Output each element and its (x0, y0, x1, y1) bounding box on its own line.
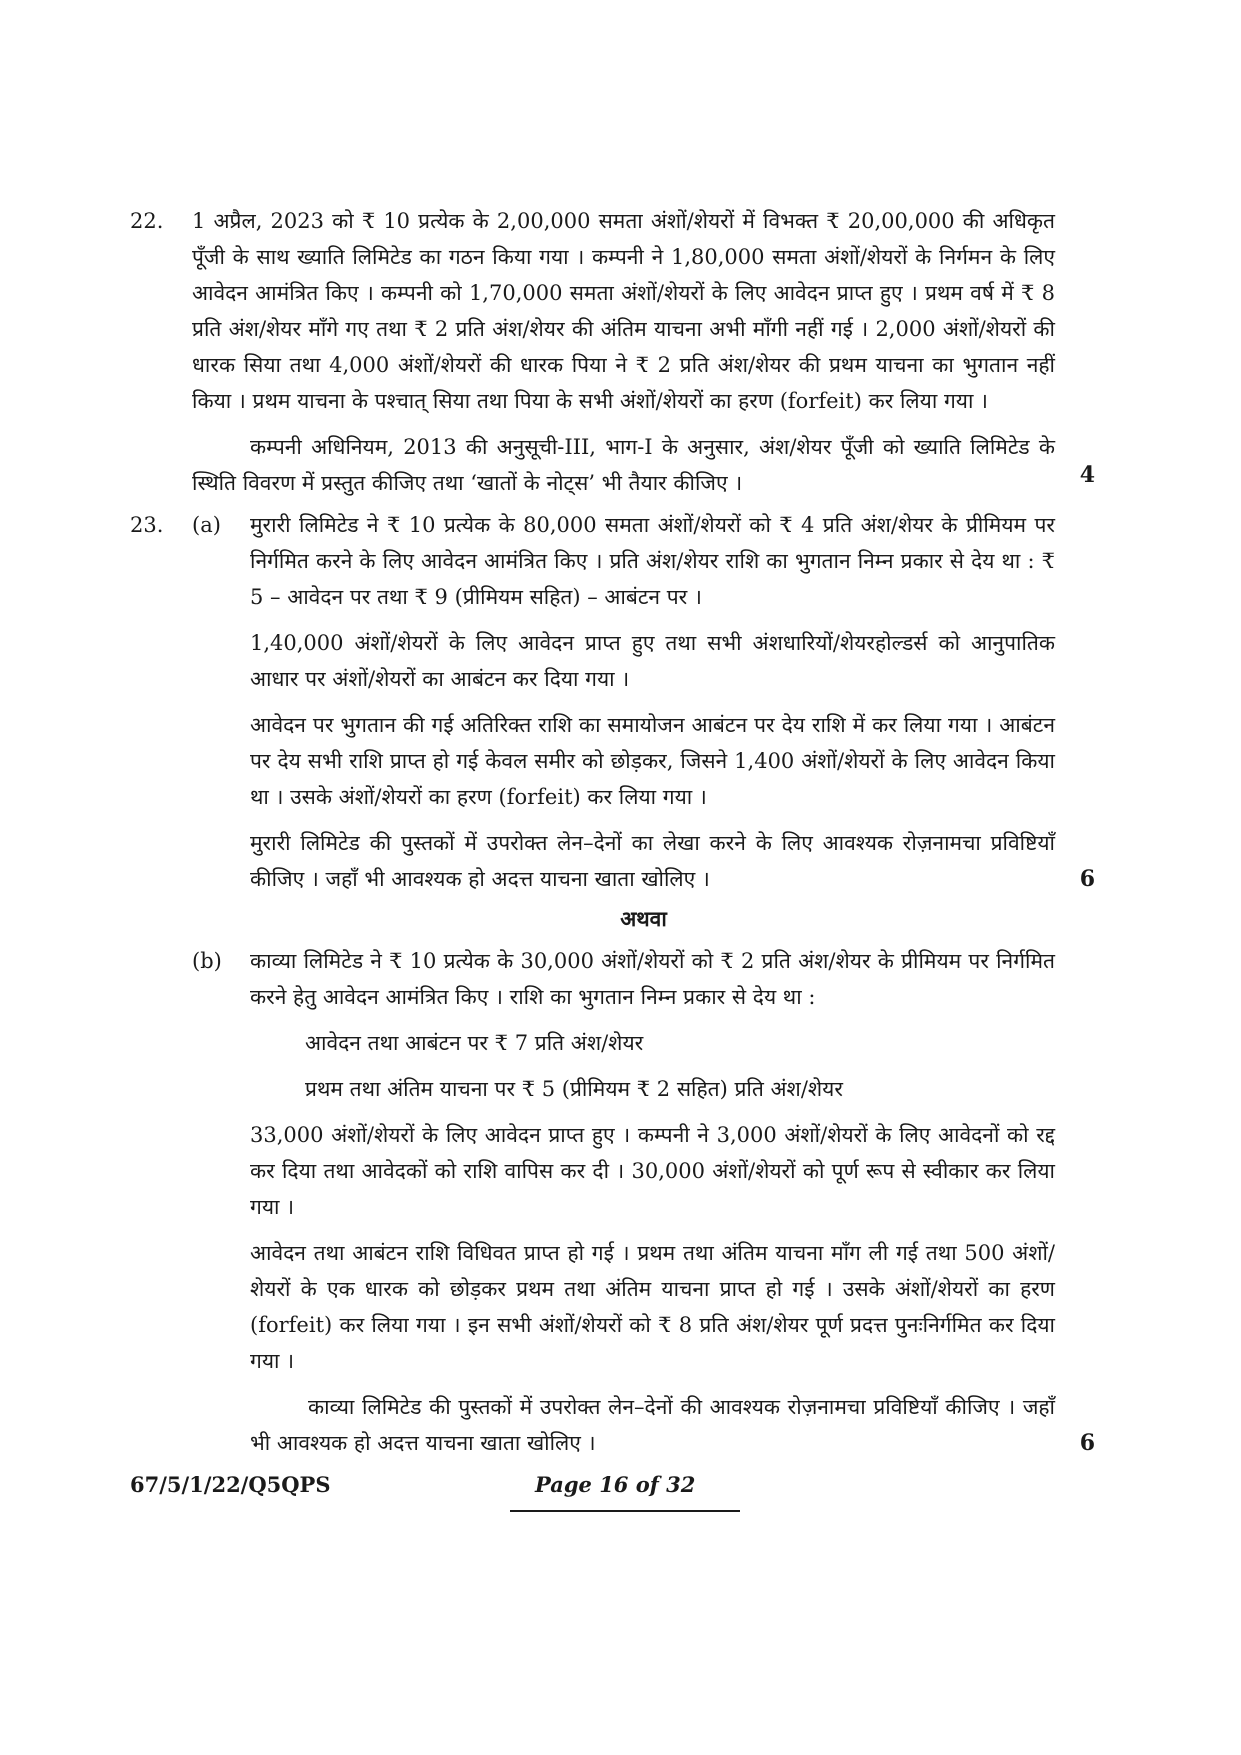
question-paragraph: 1 अप्रैल, 2023 को ₹ 10 प्रत्येक के 2,00,000 समता अंशों/शेयरों में विभक्त ₹ 20,00,000 की अधिकृत पूँजी के साथ ख्याति लिमिटेड का गठन किया गया । कम्पनी ने 1,80,000 समता अंशों/शेयरों के निर्गमन के लिए आवेदन आमंत्रित किए । कम्पनी को 1,70,000 समता अंशों/शेयरों के लिए आवेदन प्राप्त हुए । प्रथम वर्ष में ₹ 8 प्रति अंश/शेयर माँगे गए तथा ₹ 2 प्रति अंश/शेयर की अंतिम याचना अभी माँगी नहीं गई । 2,000 अंशों/शेयरों की धारक सिया तथा 4,000 अंशों/शेयरों की धारक पिया ने ₹ 2 प्रति अंश/शेयर की प्रथम याचना का भुगतान नहीं किया । प्रथम याचना के पश्चात् सिया तथा पिया के सभी अंशों/शेयरों का हरण (forfeit) कर लिया गया । (192, 209, 1055, 413)
part-paragraph: मुरारी लिमिटेड ने ₹ 10 प्रत्येक के 80,000 समता अंशों/शेयरों को ₹ 4 प्रति अंश/शेयर के प्रीमियम पर निर्गमित करने के लिए आवेदन आमंत्रित किए । प्रति अंश/शेयर राशि का भुगतान निम्न प्रकार से देय था : ₹ 5 – आवेदन पर तथा ₹ 9 (प्रीमियम सहित) – आबंटन पर । (250, 513, 1055, 609)
marks-label: 6 (1079, 866, 1095, 892)
payment-line: प्रथम तथा अंतिम याचना पर ₹ 5 (प्रीमियम ₹ 2 सहित) प्रति अंश/शेयर (305, 1077, 843, 1101)
part-paragraph: काव्या लिमिटेड ने ₹ 10 प्रत्येक के 30,000 अंशों/शेयरों को ₹ 2 प्रति अंश/शेयर के प्रीमियम पर निर्गमित करने हेतु आवेदन आमंत्रित किए । राशि का भुगतान निम्न प्रकार से देय था : (250, 949, 1055, 1009)
part-body (250, 507, 1055, 897)
footer-divider (510, 1510, 740, 1512)
question-instruction: कम्पनी अधिनियम, 2013 की अनुसूची-III, भाग-I के अनुसार, अंश/शेयर पूँजी को ख्याति लिमिटेड के स्थिति विवरण में प्रस्तुत कीजिए तथा ‘खातों के नोट्स’ भी तैयार कीजिए । (192, 435, 1055, 495)
part-instruction: काव्या लिमिटेड की पुस्तकों में उपरोक्त लेन–देनों की आवश्यक रोज़नामचा प्रविष्टियाँ कीजिए । जहाँ भी आवश्यक हो अदत्त याचना खाता खोलिए । (250, 1395, 1055, 1455)
part-label: (b) (192, 949, 222, 973)
question-number: 23. (130, 513, 164, 537)
question-body (192, 203, 1055, 501)
or-separator: अथवा (620, 906, 667, 931)
part-paragraph: आवेदन तथा आबंटन राशि विधिवत प्राप्त हो गई । प्रथम तथा अंतिम याचना माँग ली गई तथा 500 अंशों/शेयरों के एक धारक को छोड़कर प्रथम तथा अंतिम याचना प्राप्त हो गई । उसके अंशों/शेयरों का हरण (forfeit) कर लिया गया । इन सभी अंशों/शेयरों को ₹ 8 प्रति अंश/शेयर पूर्ण प्रदत्त पुनःनिर्गमित कर दिया गया । (250, 1241, 1055, 1373)
part-paragraph: 33,000 अंशों/शेयरों के लिए आवेदन प्राप्त हुए । कम्पनी ने 3,000 अंशों/शेयरों के लिए आवेदनों को रद्द कर दिया तथा आवेदकों को राशि वापिस कर दी । 30,000 अंशों/शेयरों को पूर्ण रूप से स्वीकार कर लिया गया । (250, 1123, 1055, 1219)
page-number: Page 16 of 32 (535, 1472, 696, 1497)
question-part-a (130, 507, 1095, 897)
payment-line: आवेदन तथा आबंटन पर ₹ 7 प्रति अंश/शेयर (305, 1031, 644, 1055)
paper-code: 67/5/1/22/Q5QPS (130, 1472, 331, 1497)
marks-label: 4 (1079, 462, 1095, 488)
marks-label: 6 (1079, 1430, 1095, 1456)
part-instruction: मुरारी लिमिटेड की पुस्तकों में उपरोक्त लेन–देनों का लेखा करने के लिए आवश्यक रोज़नामचा प्रविष्टियाँ कीजिए । जहाँ भी आवश्यक हो अदत्त याचना खाता खोलिए । (250, 831, 1055, 891)
question-23 (130, 507, 1095, 1461)
part-body (250, 943, 1055, 1461)
part-paragraph: आवेदन पर भुगतान की गई अतिरिक्त राशि का समायोजन आबंटन पर देय राशि में कर लिया गया । आबंटन पर देय सभी राशि प्राप्त हो गई केवल समीर को छोड़कर, जिसने 1,400 अंशों/शेयरों के लिए आवेदन किया था । उसके अंशों/शेयरों का हरण (forfeit) कर लिया गया । (250, 713, 1055, 809)
question-22 (130, 203, 1095, 501)
part-paragraph: 1,40,000 अंशों/शेयरों के लिए आवेदन प्राप्त हुए तथा सभी अंशधारियों/शेयरहोल्डर्स को आनुपातिक आधार पर अंशों/शेयरों का आबंटन कर दिया गया । (250, 631, 1055, 691)
question-number: 22. (130, 209, 164, 233)
question-part-b (130, 943, 1095, 1461)
part-label: (a) (192, 513, 221, 537)
